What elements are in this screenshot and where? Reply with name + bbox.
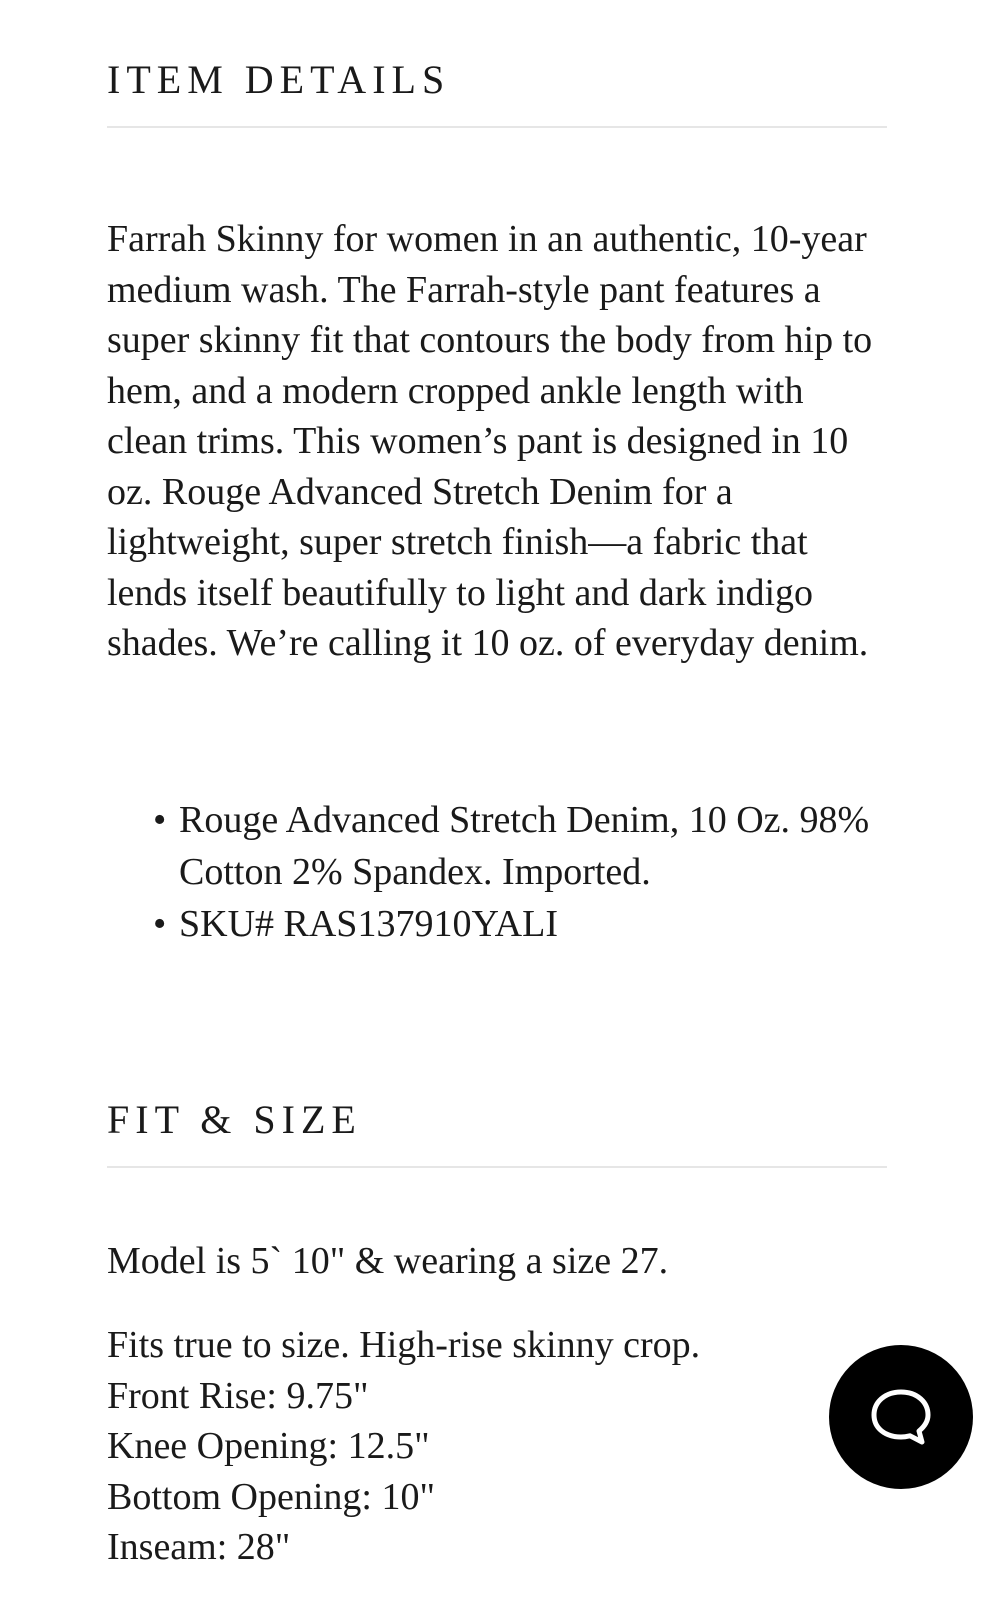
bottom-opening: Bottom Opening: 10" (107, 1475, 435, 1518)
knee-opening: Knee Opening: 12.5" (107, 1425, 430, 1467)
fit-note: Fits true to size. High-rise skinny crop. (107, 1324, 701, 1366)
fit-size-heading: FIT & SIZE (107, 1097, 362, 1142)
bullet-icon: • (153, 799, 167, 841)
inseam: Inseam: 28" (107, 1526, 291, 1568)
list-item-text: SKU# RAS137910YALI (179, 903, 558, 945)
item-details-divider (107, 126, 887, 128)
item-details-list (107, 794, 887, 950)
list-item (107, 794, 887, 898)
bullet-icon: • (153, 903, 167, 945)
list-item (107, 898, 887, 950)
fit-details (107, 1320, 700, 1573)
chat-button[interactable] (829, 1345, 973, 1489)
chat-bubble-icon (869, 1385, 933, 1449)
item-description: Farrah Skinny for women in an authentic, 10-year medium wash. The Farrah-style pant features a super skinny fit that contours the body from hip to hem, and a modern cropped ankle length with clean trims. This women’s pant is designed in 10 oz. Rouge Advanced Stretch Denim for a lightweight, super stretch finish—a fabric that lends itself beautifully to light and dark indigo shades. We’re calling it 10 oz. of everyday denim. (107, 218, 873, 664)
list-item-text: Rouge Advanced Stretch Denim, 10 Oz. 98% Cotton 2% Spandex. Imported. (179, 799, 870, 893)
front-rise: Front Rise: 9.75" (107, 1374, 369, 1417)
model-info: Model is 5` 10" & wearing a size 27. (107, 1240, 669, 1282)
fit-size-divider (107, 1166, 887, 1168)
item-details-heading: ITEM DETAILS (107, 57, 451, 102)
